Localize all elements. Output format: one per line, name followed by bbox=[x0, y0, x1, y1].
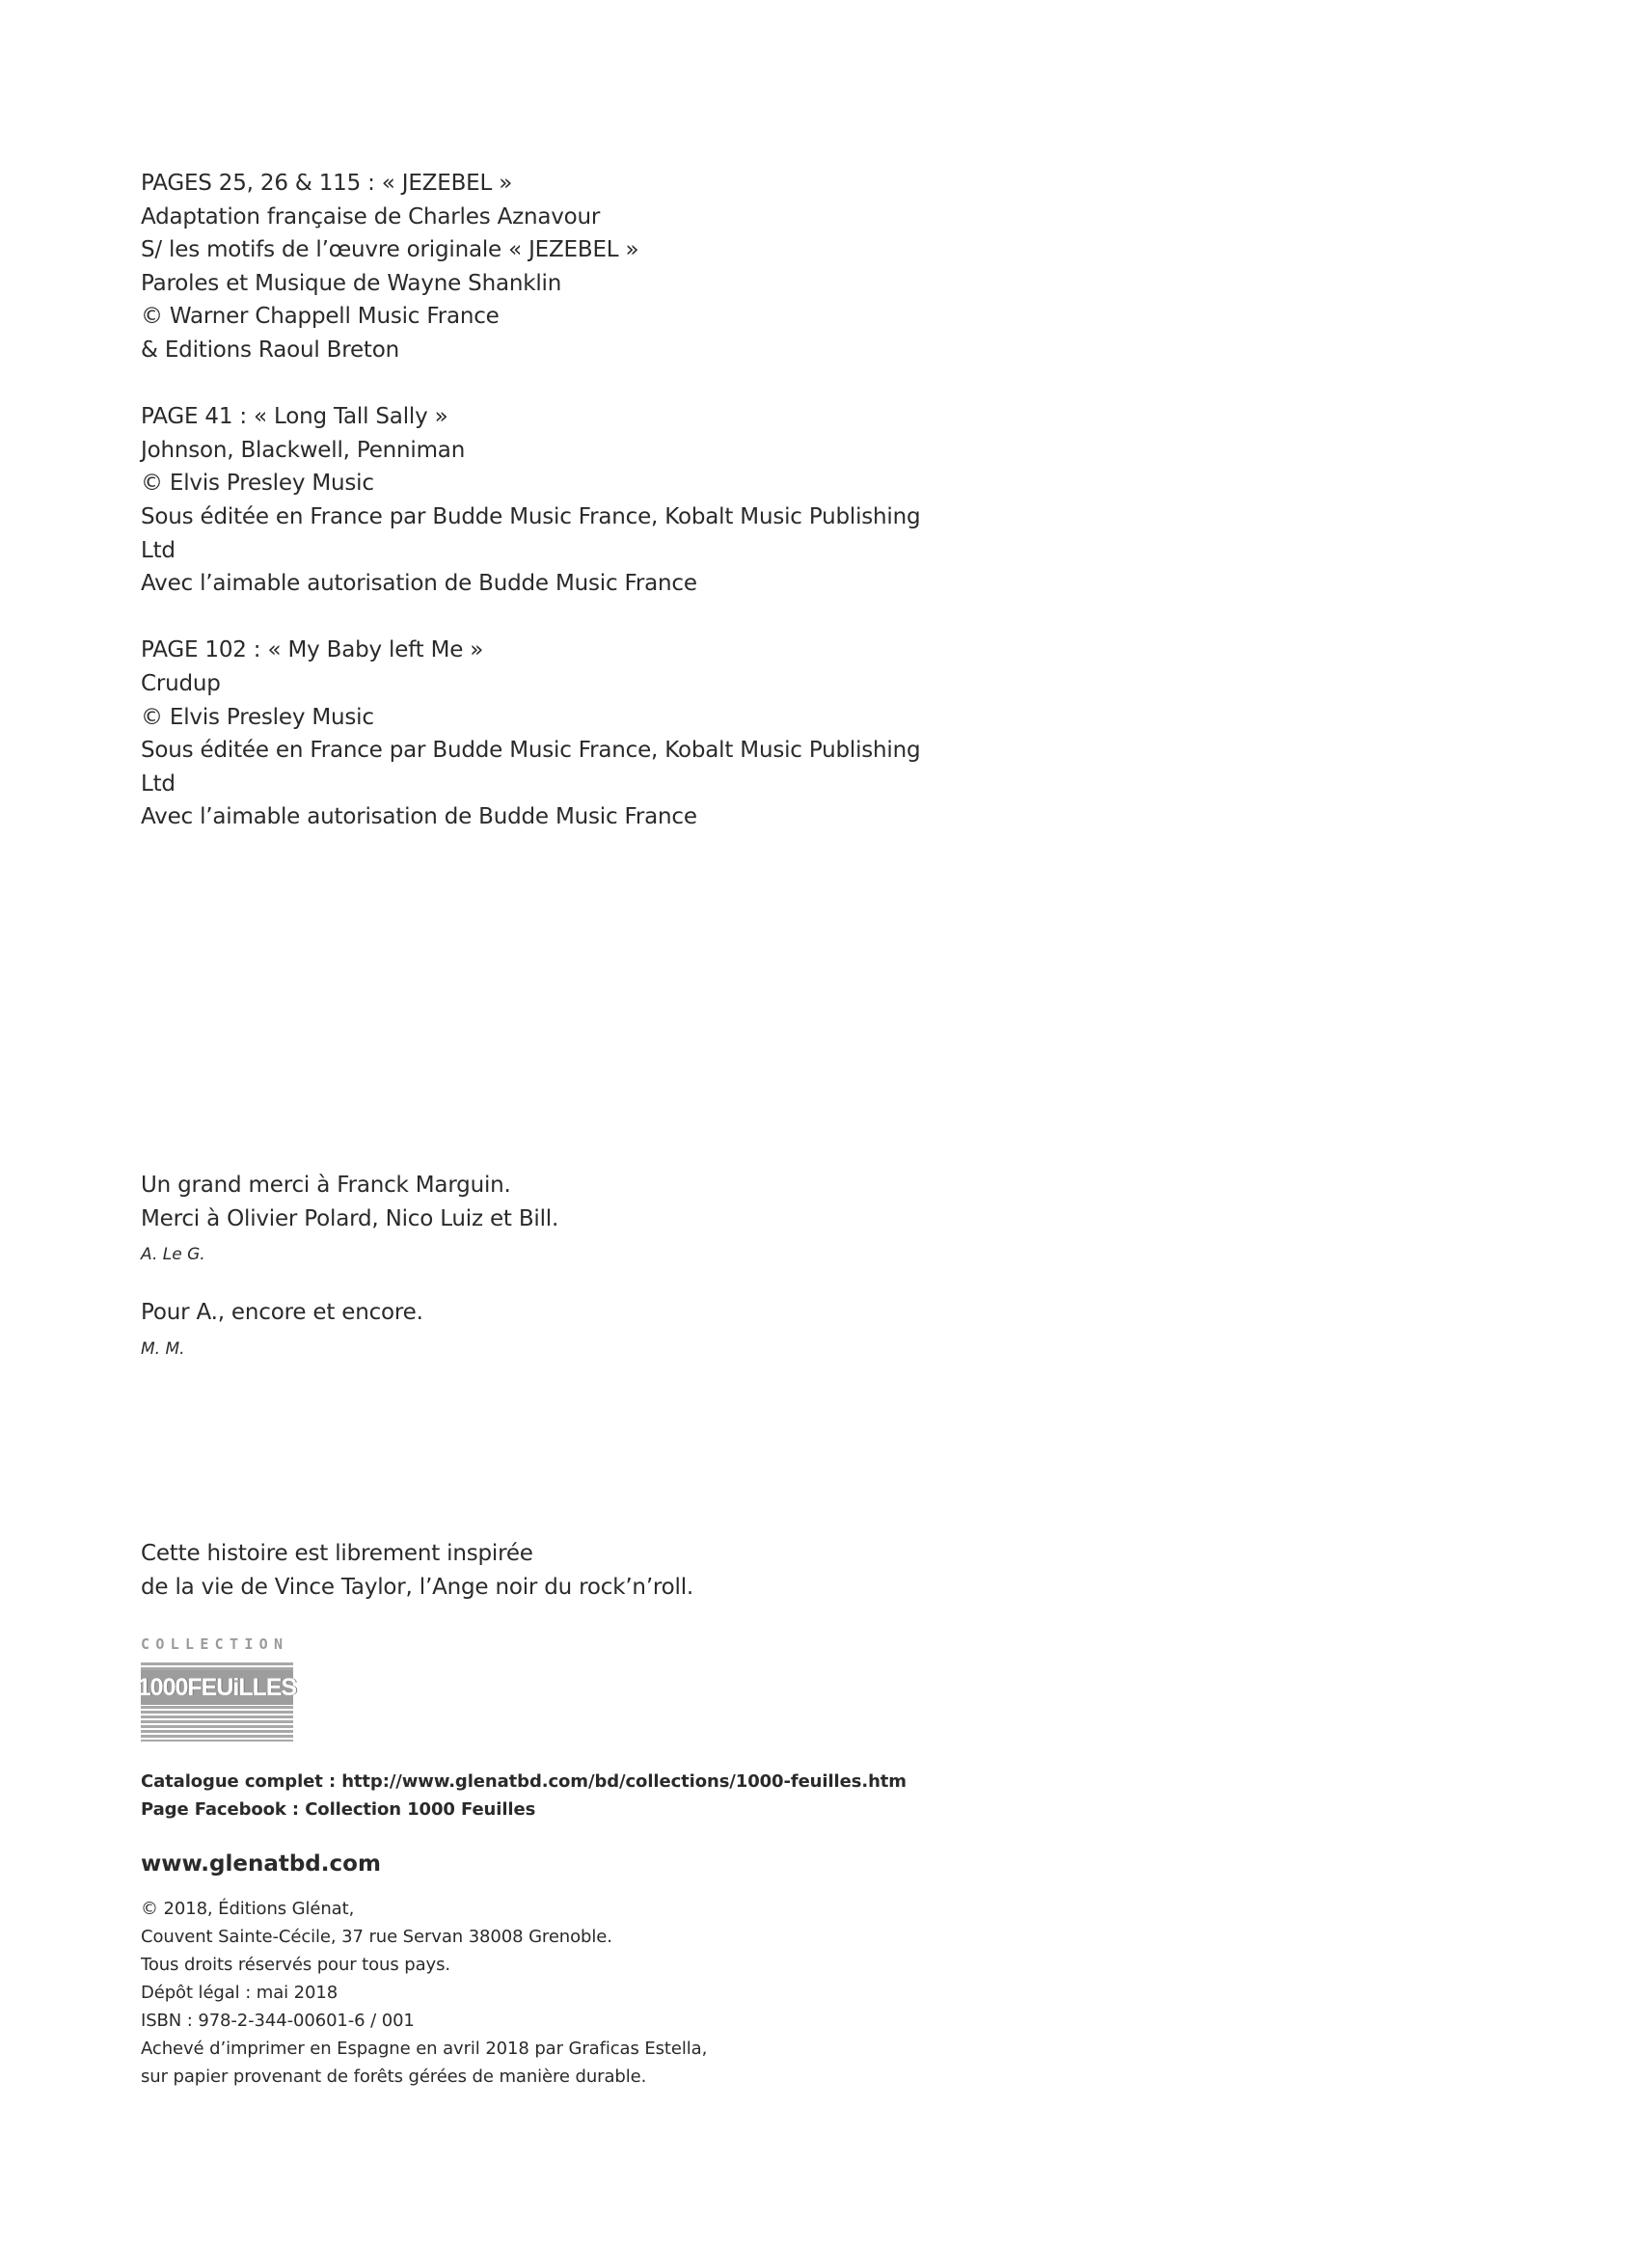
credit-line: Paroles et Musique de Wayne Shanklin bbox=[141, 270, 562, 296]
website bbox=[141, 1849, 381, 1879]
music-credits bbox=[141, 167, 920, 867]
credit-line: PAGE 41 : « Long Tall Sally » bbox=[141, 404, 448, 430]
website-link[interactable]: www.glenatbd.com bbox=[141, 1851, 381, 1877]
credit-line: Ltd bbox=[141, 770, 176, 797]
thanks-line: Merci à Olivier Polard, Nico Luiz et Bill. bbox=[141, 1205, 559, 1231]
collection-caption: COLLECTION bbox=[141, 1635, 289, 1653]
credit-line: & Editions Raoul Breton bbox=[141, 337, 399, 363]
credit-line: © Elvis Presley Music bbox=[141, 704, 374, 730]
credit-line: PAGES 25, 26 & 115 : « JEZEBEL » bbox=[141, 171, 513, 196]
imprint-line: Tous droits réservés pour tous pays. bbox=[141, 1955, 450, 1975]
credit-jezebel bbox=[141, 167, 920, 367]
credit-my-baby-left-me bbox=[141, 634, 920, 834]
imprint-line: sur papier provenant de forêts gérées de manière durable. bbox=[141, 2066, 647, 2087]
collection-name: 1000FEUiLLES bbox=[137, 1673, 297, 1701]
credit-line: S/ les motifs de l’œuvre originale « JEZEBEL » bbox=[141, 237, 639, 263]
collection-logo-mark bbox=[137, 1662, 297, 1742]
dedication-line: Pour A., encore et encore. bbox=[141, 1300, 423, 1325]
thanks-line: Un grand merci à Franck Marguin. bbox=[141, 1173, 511, 1198]
credit-line: Johnson, Blackwell, Penniman bbox=[141, 437, 466, 463]
author-signature: A. Le G. bbox=[141, 1245, 205, 1265]
credit-long-tall-sally bbox=[141, 400, 920, 601]
inspiration-line: Cette histoire est librement inspirée bbox=[141, 1541, 533, 1566]
imprint-line: ISBN : 978-2-344-00601-6 / 001 bbox=[141, 2011, 415, 2031]
catalogue-link[interactable]: Catalogue complet : http://www.glenatbd.com/bd/collections/1000-feuilles.htm bbox=[141, 1771, 907, 1792]
imprint-line: Dépôt légal : mai 2018 bbox=[141, 1983, 339, 2003]
credit-line: PAGE 102 : « My Baby left Me » bbox=[141, 637, 484, 663]
credit-line: Sous éditée en France par Budde Music France, Kobalt Music Publishing bbox=[141, 503, 921, 529]
inspiration-line: de la vie de Vince Taylor, l’Ange noir du rock’n’roll. bbox=[141, 1574, 694, 1600]
imprint-line: Achevé d’imprimer en Espagne en avril 2018 par Graficas Estella, bbox=[141, 2039, 708, 2059]
acknowledgements bbox=[141, 1169, 558, 1266]
artist-signature: M. M. bbox=[141, 1338, 185, 1359]
credit-line: Ltd bbox=[141, 537, 176, 563]
imprint-line: © 2018, Éditions Glénat, bbox=[141, 1899, 355, 1919]
credit-line: © Elvis Presley Music bbox=[141, 471, 374, 497]
imprint-line: Couvent Sainte-Cécile, 37 rue Servan 38008 Grenoble. bbox=[141, 1927, 612, 1947]
facebook-page-link[interactable]: Page Facebook : Collection 1000 Feuilles bbox=[141, 1799, 536, 1820]
credit-line: Avec l’aimable autorisation de Budde Music France bbox=[141, 571, 697, 597]
credit-line: Avec l’aimable autorisation de Budde Music France bbox=[141, 804, 697, 830]
dedication bbox=[141, 1296, 423, 1361]
credit-line: Sous éditée en France par Budde Music France, Kobalt Music Publishing bbox=[141, 738, 921, 764]
credit-line: Crudup bbox=[141, 670, 221, 696]
publisher-links bbox=[141, 1768, 907, 1823]
inspiration-note bbox=[141, 1537, 693, 1604]
credit-line: © Warner Chappell Music France bbox=[141, 304, 500, 330]
collection-logo bbox=[137, 1635, 297, 1742]
legal-imprint bbox=[141, 1895, 707, 2091]
credit-line: Adaptation française de Charles Aznavour bbox=[141, 203, 601, 230]
